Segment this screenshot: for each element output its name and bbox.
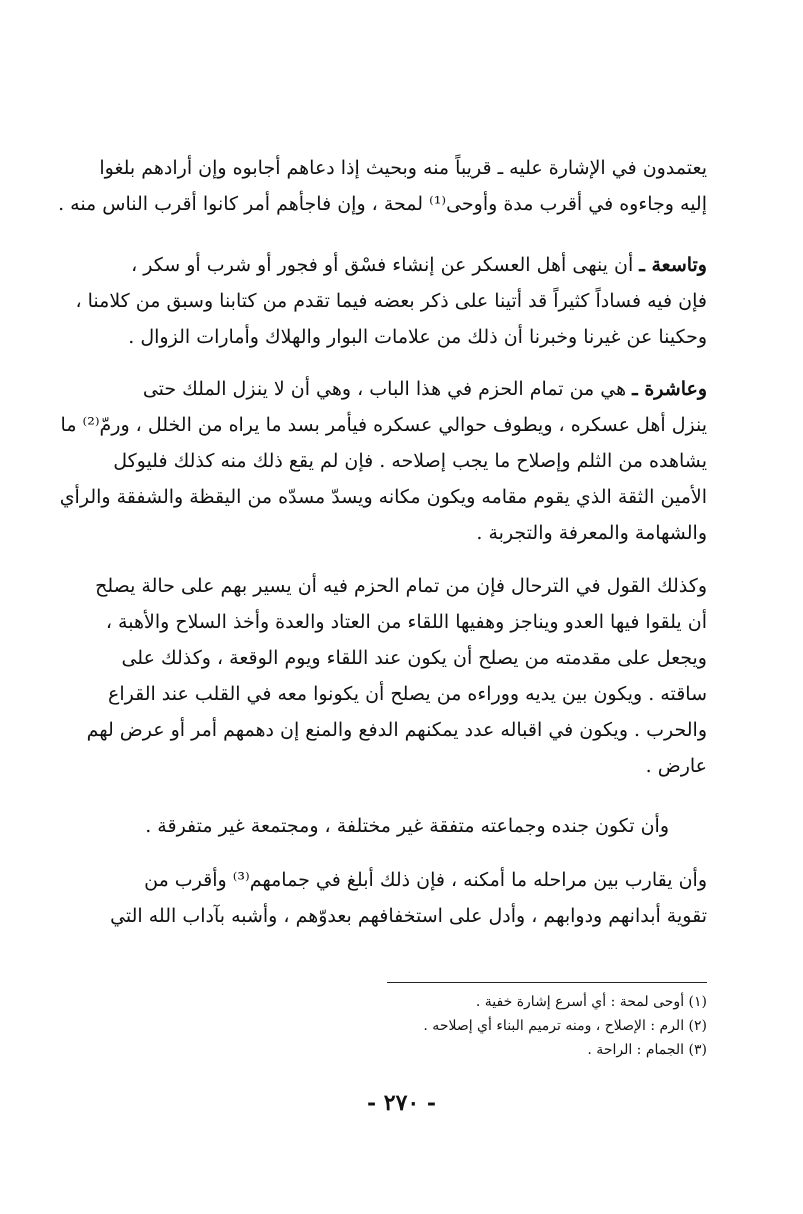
paragraph-2 (75, 247, 707, 355)
footnote-2: (٢) الرم : الإصلاح ، ومنه ترميم البناء أي إصلاحه . (423, 1018, 707, 1034)
paragraph-5 (122, 808, 707, 844)
paragraph-1 (58, 150, 707, 222)
paragraph-line: عارض . (645, 755, 707, 777)
footnote-1: (١) أوحى لمحة : أي أسرع إشارة خفية . (475, 994, 707, 1010)
paragraph-line: وحكينا عن غيرنا وخبرنا أن ذلك من علامات البوار والهلاك وأمارات الزوال . (128, 326, 707, 348)
paragraph-line-text: هي من تمام الحزم في هذا الباب ، وهي أن لا ينزل الملك حتى (142, 378, 633, 400)
paragraph-line-text: أن ينهى أهل العسكر عن إنشاء فسْق أو فجور أو شرب أو سكر ، (131, 254, 640, 276)
paragraph-line: ويجعل على مقدمته من يصلح أن يكون عند اللقاء ويوم الوقعة ، وكذلك على (121, 647, 707, 669)
footnotes (300, 990, 707, 1062)
paragraph-line: فإن فيه فساداً كثيراً قد أتينا على ذكر بعضه فيما تقدم من كتابنا وسبق من كلامنا ، (75, 290, 707, 312)
paragraph-line: ساقته . ويكون بين يديه ووراءه من يصلح أن يكونوا معه في القلب عند القراع (107, 683, 707, 705)
paragraph-6 (110, 862, 707, 934)
paragraph-line: تقوية أبدانهم ودوابهم ، وأدل على استخفافهم بعدوّهم ، وأشبه بآداب الله التي (110, 905, 707, 927)
paragraph-lead: وعاشرة ـ (632, 378, 707, 400)
paragraph-line: يعتمدون في الإشارة عليه ـ قريباً منه وبحيث إذا دعاهم أجابوه وإن أرادهم بلغوا (99, 157, 707, 179)
paragraph-line (122, 247, 707, 283)
footnote-3: (٣) الجمام : الراحة . (587, 1042, 707, 1058)
page-number: - ٢٧٠ - (366, 1090, 437, 1116)
paragraph-line (122, 371, 707, 407)
paragraph-line: والشهامة والمعرفة والتجربة . (476, 522, 707, 544)
paragraph-line: وأن تكون جنده وجماعته متفقة غير مختلفة ، ومجتمعة غير متفرقة . (145, 815, 669, 837)
paragraph-line: ينزل أهل عسكره ، ويطوف حوالي عسكره فيأمر بسد ما يراه من الخلل ، ورمّ⁽²⁾ ما (60, 414, 707, 436)
paragraph-line: الأمين الثقة الذي يقوم مقامه ويكون مكانه ويسدّ مسدّه من اليقظة والشفقة والرأي (59, 486, 707, 508)
paragraph-line: والحرب . ويكون في اقباله عدد يمكنهم الدفع والمنع إن دهمهم أمر أو عرض لهم (86, 719, 707, 741)
paragraph-3 (59, 371, 707, 551)
footnote-divider (387, 982, 707, 983)
paragraph-lead: وتاسعة ـ (639, 254, 707, 276)
paragraph-line: وأن يقارب بين مراحله ما أمكنه ، فإن ذلك أبلغ في جمامهم⁽³⁾ وأقرب من (144, 869, 707, 891)
paragraph-line: إليه وجاءوه في أقرب مدة وأوحى⁽¹⁾ لمحة ، وإن فاجأهم أمر كانوا أقرب الناس منه . (58, 193, 707, 215)
paragraph-line: يشاهده من الثلم وإصلاح ما يجب إصلاحه . فإن لم يقع ذلك منه كذلك فليوكل (113, 450, 707, 472)
paragraph-line: وكذلك القول في الترحال فإن من تمام الحزم فيه أن يسير بهم على حالة يصلح (95, 575, 707, 597)
paragraph-4 (86, 568, 707, 784)
paragraph-line: أن يلقوا فيها العدو ويناجز وهفيها اللقاء من العتاد والعدة وأخذ السلاح والأهبة ، (105, 611, 707, 633)
